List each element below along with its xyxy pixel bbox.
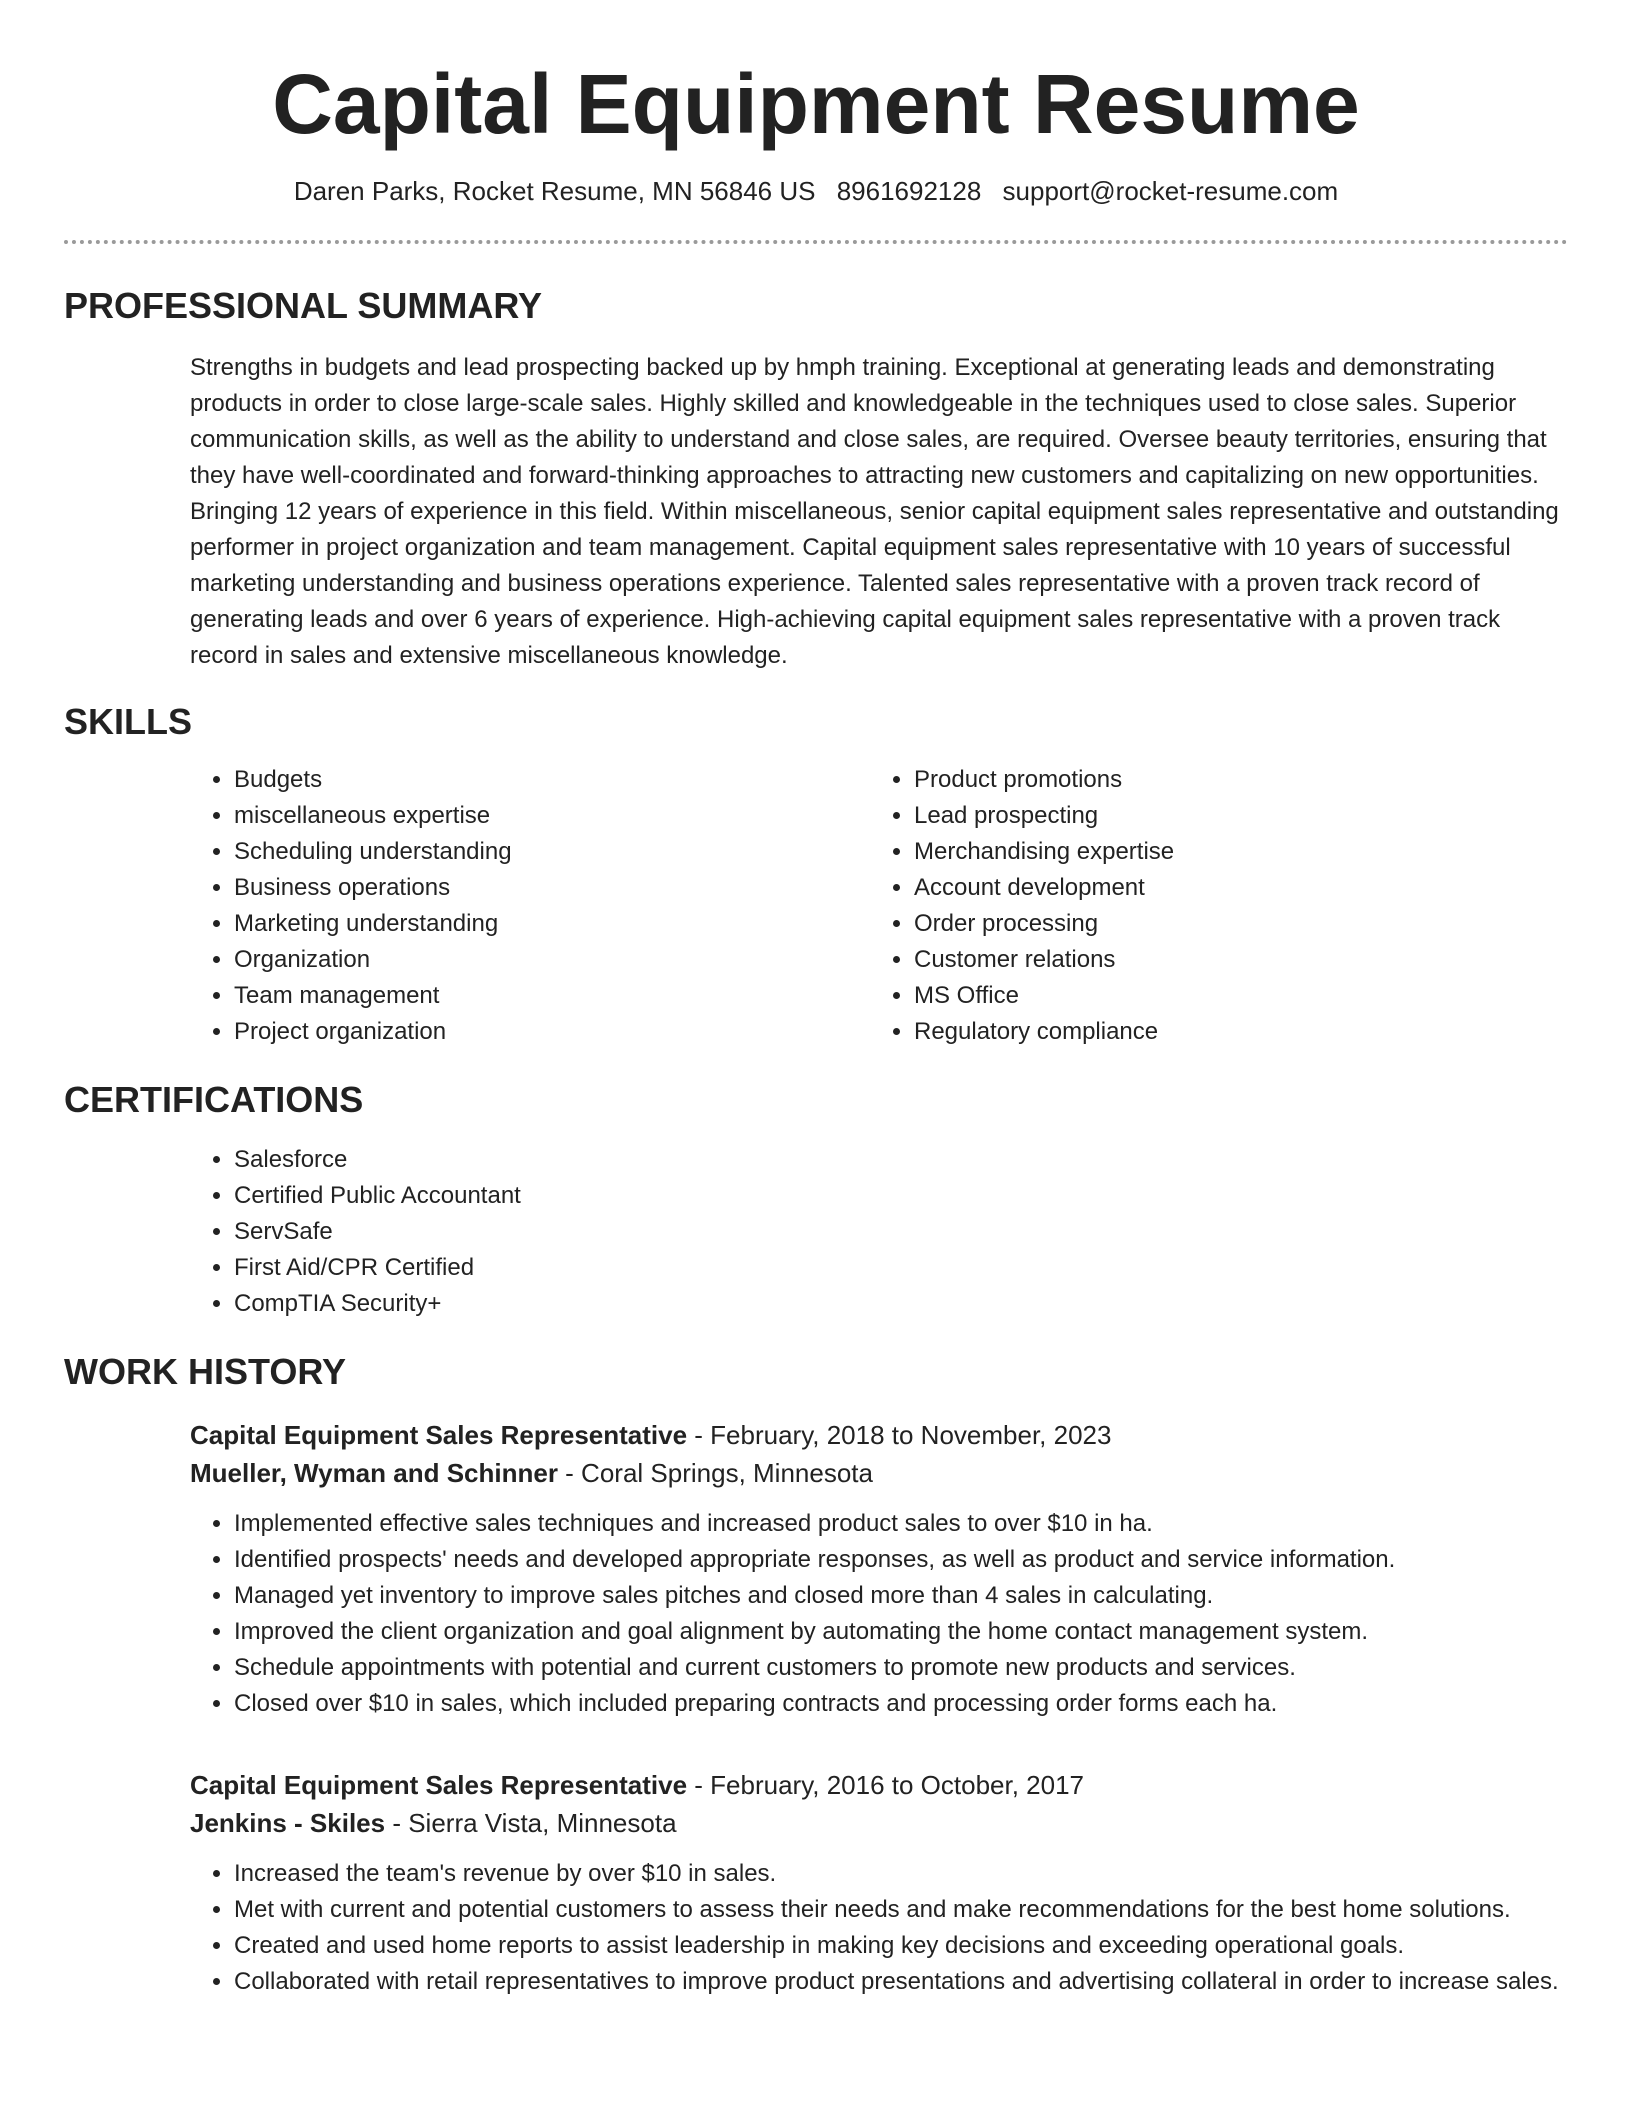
skill-item: • Business operations [234, 870, 870, 906]
contact-phone: 8961692128 [836, 176, 982, 206]
skill-item: • Regulatory compliance [914, 1014, 1550, 1050]
job-company: Mueller, Wyman and Schinner [190, 1458, 558, 1488]
skill-item: • MS Office [914, 978, 1550, 1014]
job-bullet: • Improved the client organization and goal alignment by automating the home contact management system. [234, 1614, 1568, 1650]
job-title-line [190, 1766, 1568, 1804]
job-company-line [190, 1454, 1568, 1492]
skill-item: • Order processing [914, 906, 1550, 942]
skill-item: • miscellaneous expertise [234, 798, 870, 834]
job-title: Capital Equipment Sales Representative [190, 1420, 688, 1450]
section-heading: PROFESSIONAL SUMMARY [64, 285, 543, 326]
job-location: - Coral Springs, Minnesota [557, 1458, 873, 1488]
job-bullet: • Managed yet inventory to improve sales pitches and closed more than 4 sales in calculating. [234, 1578, 1568, 1614]
certification-item: • Salesforce [234, 1142, 1568, 1178]
skill-item: • Account development [914, 870, 1550, 906]
job-dates: - February, 2018 to November, 2023 [687, 1420, 1112, 1450]
certification-item: • ServSafe [234, 1214, 1568, 1250]
job-title-line [190, 1416, 1568, 1454]
job-company: Jenkins - Skiles [190, 1808, 386, 1838]
section-heading: SKILLS [64, 701, 193, 742]
skill-item: • Product promotions [914, 762, 1550, 798]
resume-title: Capital Equipment Resume [272, 57, 1360, 151]
job-entry [190, 1416, 1568, 1722]
work-history-section [64, 1350, 1568, 2000]
certification-item: • Certified Public Accountant [234, 1178, 1568, 1214]
skill-item: • Marketing understanding [234, 906, 870, 942]
header-divider [64, 240, 1568, 244]
job-bullet: • Identified prospects' needs and developed appropriate responses, as well as product and service information. [234, 1542, 1568, 1578]
certification-item: • First Aid/CPR Certified [234, 1250, 1568, 1286]
skills-list-left [190, 762, 870, 1050]
certifications-list [190, 1142, 1568, 1322]
job-bullet: • Increased the team's revenue by over $10 in sales. [234, 1856, 1568, 1892]
certifications-list-wrap [190, 1142, 1568, 1322]
certifications-section [64, 1078, 1568, 1322]
skills-column-right [870, 762, 1550, 1050]
skill-item: • Merchandising expertise [914, 834, 1550, 870]
skill-item: • Customer relations [914, 942, 1550, 978]
skill-item: • Project organization [234, 1014, 870, 1050]
skill-item: • Organization [234, 942, 870, 978]
job-title: Capital Equipment Sales Representative [190, 1770, 688, 1800]
skills-column-left [190, 762, 870, 1050]
job-entry [190, 1766, 1568, 2000]
job-bullet: • Schedule appointments with potential and current customers to promote new products and services. [234, 1650, 1568, 1686]
job-company-line [190, 1804, 1568, 1842]
job-bullets [190, 1856, 1568, 2000]
section-heading: WORK HISTORY [64, 1351, 347, 1392]
job-bullet: • Closed over $10 in sales, which included preparing contracts and processing order forms each ha. [234, 1686, 1568, 1722]
skills-columns [190, 762, 1568, 1050]
skill-item: • Lead prospecting [914, 798, 1550, 834]
job-bullet: • Created and used home reports to assist leadership in making key decisions and exceeding operational goals. [234, 1928, 1568, 1964]
skill-item: • Team management [234, 978, 870, 1014]
professional-summary-section [64, 284, 1568, 674]
job-bullet: • Implemented effective sales techniques and increased product sales to over $10 in ha. [234, 1506, 1568, 1542]
contact-line [64, 174, 1568, 208]
job-dates: - February, 2016 to October, 2017 [687, 1770, 1085, 1800]
contact-address: Daren Parks, Rocket Resume, MN 56846 US [293, 176, 816, 206]
skill-item: • Scheduling understanding [234, 834, 870, 870]
certification-item: • CompTIA Security+ [234, 1286, 1568, 1322]
skills-section [64, 700, 1568, 1050]
job-bullets [190, 1506, 1568, 1722]
skill-item: • Budgets [234, 762, 870, 798]
job-bullet: • Collaborated with retail representatives to improve product presentations and advertising collateral in order to increase sales. [234, 1964, 1568, 2000]
contact-email: support@rocket-resume.com [1002, 176, 1339, 206]
job-bullet: • Met with current and potential customers to assess their needs and make recommendations for the best home solutions. [234, 1892, 1568, 1928]
skills-list-right [870, 762, 1550, 1050]
section-heading: CERTIFICATIONS [64, 1079, 364, 1120]
summary-text: Strengths in budgets and lead prospecting backed up by hmph training. Exceptional at generating leads and demonstrating products in order to close large-scale sales. Highly skilled and knowledgeable in the techniques used to close sales. Superior communication skills, as well as the ability to understand and close sales, are required. Oversee beauty territories, ensuring that they have well-coordinated and forward-thinking approaches to attracting new customers and capitalizing on new opportunities. Bringing 12 years of experience in this field. Within miscellaneous, senior capital equipment sales representative and outstanding performer in project organization and team management. Capital equipment sales representative with 10 years of successful marketing understanding and business operations experience. Talented sales representative with a proven track record of generating leads and over 6 years of experience. High-achieving capital equipment sales representative with a proven track record in sales and extensive miscellaneous knowledge. [190, 354, 1559, 669]
job-location: - Sierra Vista, Minnesota [385, 1808, 677, 1838]
